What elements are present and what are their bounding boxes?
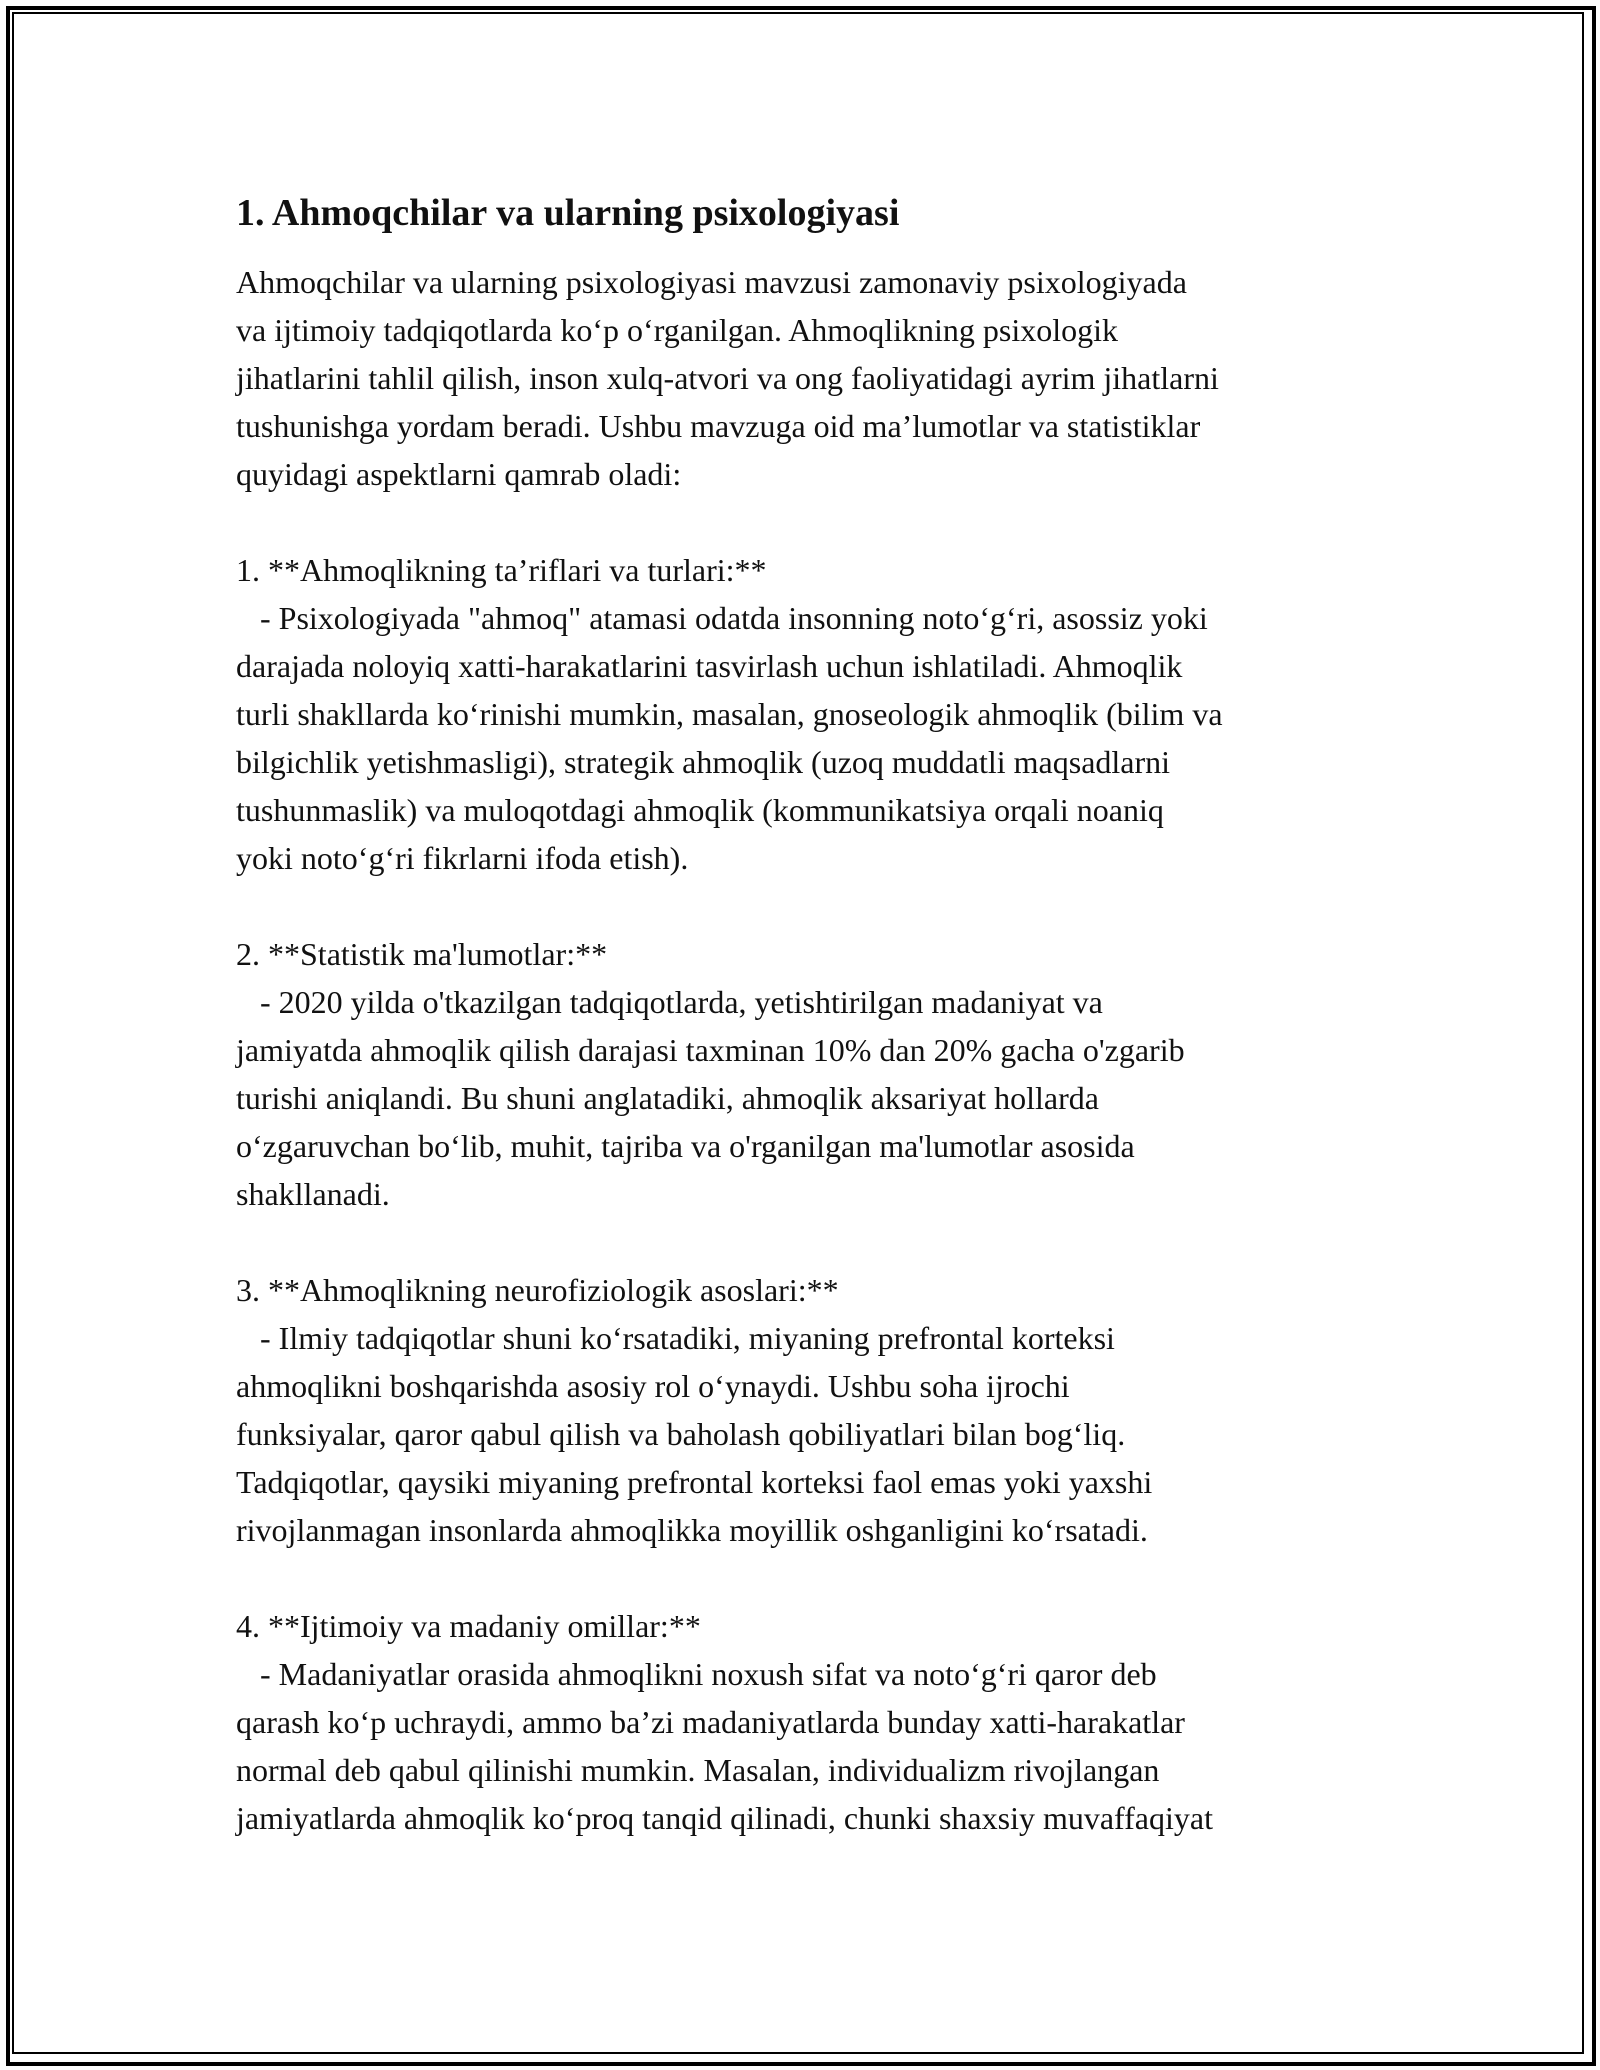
- text-line: - 2020 yilda o'tkazilgan tadqiqotlarda, yetishtirilgan madaniyat va: [236, 984, 1103, 1020]
- text-line: [236, 498, 1366, 546]
- body-text: [236, 258, 1366, 1842]
- text-line: quyidagi aspektlarni qamrab oladi:: [236, 456, 682, 492]
- text-line: [236, 882, 1366, 930]
- text-line: qarash ko‘p uchraydi, ammo ba’zi madaniyatlarda bunday xatti-harakatlar: [236, 1704, 1185, 1740]
- text-line: [236, 1218, 1366, 1266]
- document-body: [236, 188, 1366, 1842]
- text-line: tushunishga yordam beradi. Ushbu mavzuga oid ma’lumotlar va statistiklar: [236, 408, 1201, 444]
- text-line: turishi aniqlandi. Bu shuni anglatadiki, ahmoqlik aksariyat hollarda: [236, 1080, 1099, 1116]
- section-title: 1. Ahmoqchilar va ularning psixologiyasi: [236, 192, 900, 234]
- text-line: jihatlarini tahlil qilish, inson xulq-atvori va ong faoliyatidagi ayrim jihatlarni: [236, 360, 1219, 396]
- text-line: tushunmaslik) va muloqotdagi ahmoqlik (kommunikatsiya orqali noaniq: [236, 792, 1164, 828]
- text-line: yoki noto‘g‘ri fikrlarni ifoda etish).: [236, 840, 689, 876]
- text-line: normal deb qabul qilinishi mumkin. Masalan, individualizm rivojlangan: [236, 1752, 1160, 1788]
- text-line: 4. **Ijtimoiy va madaniy omillar:**: [236, 1608, 701, 1644]
- text-line: - Madaniyatlar orasida ahmoqlikni noxush sifat va noto‘g‘ri qaror deb: [236, 1656, 1157, 1692]
- text-line: shakllanadi.: [236, 1176, 390, 1212]
- text-line: Ahmoqchilar va ularning psixologiyasi mavzusi zamonaviy psixologiyada: [236, 264, 1187, 300]
- text-line: Tadqiqotlar, qaysiki miyaning prefrontal korteksi faol emas yoki yaxshi: [236, 1464, 1153, 1500]
- text-line: 3. **Ahmoqlikning neurofiziologik asoslari:**: [236, 1272, 839, 1308]
- text-line: funksiyalar, qaror qabul qilish va baholash qobiliyatlari bilan bog‘liq.: [236, 1416, 1126, 1452]
- text-line: 1. **Ahmoqlikning ta’riflari va turlari:**: [236, 552, 767, 588]
- text-line: jamiyatlarda ahmoqlik ko‘proq tanqid qilinadi, chunki shaxsiy muvaffaqiyat: [236, 1800, 1213, 1836]
- text-line: darajada noloyiq xatti-harakatlarini tasvirlash uchun ishlatiladi. Ahmoqlik: [236, 648, 1183, 684]
- text-line: turli shakllarda ko‘rinishi mumkin, masalan, gnoseologik ahmoqlik (bilim va: [236, 696, 1223, 732]
- text-line: rivojlanmagan insonlarda ahmoqlikka moyillik oshganligini ko‘rsatadi.: [236, 1512, 1148, 1548]
- text-line: - Ilmiy tadqiqotlar shuni ko‘rsatadiki, miyaning prefrontal korteksi: [236, 1320, 1115, 1356]
- text-line: jamiyatda ahmoqlik qilish darajasi taxminan 10% dan 20% gacha o'zgarib: [236, 1032, 1185, 1068]
- text-line: va ijtimoiy tadqiqotlarda ko‘p o‘rganilgan. Ahmoqlikning psixologik: [236, 312, 1118, 348]
- text-line: bilgichlik yetishmasligi), strategik ahmoqlik (uzoq muddatli maqsadlarni: [236, 744, 1171, 780]
- text-line: - Psixologiyada "ahmoq" atamasi odatda insonning noto‘g‘ri, asossiz yoki: [236, 600, 1208, 636]
- text-line: 2. **Statistik ma'lumotlar:**: [236, 936, 608, 972]
- text-line: o‘zgaruvchan bo‘lib, muhit, tajriba va o'rganilgan ma'lumotlar asosida: [236, 1128, 1135, 1164]
- text-line: [236, 1554, 1366, 1602]
- text-line: ahmoqlikni boshqarishda asosiy rol o‘ynaydi. Ushbu soha ijrochi: [236, 1368, 1070, 1404]
